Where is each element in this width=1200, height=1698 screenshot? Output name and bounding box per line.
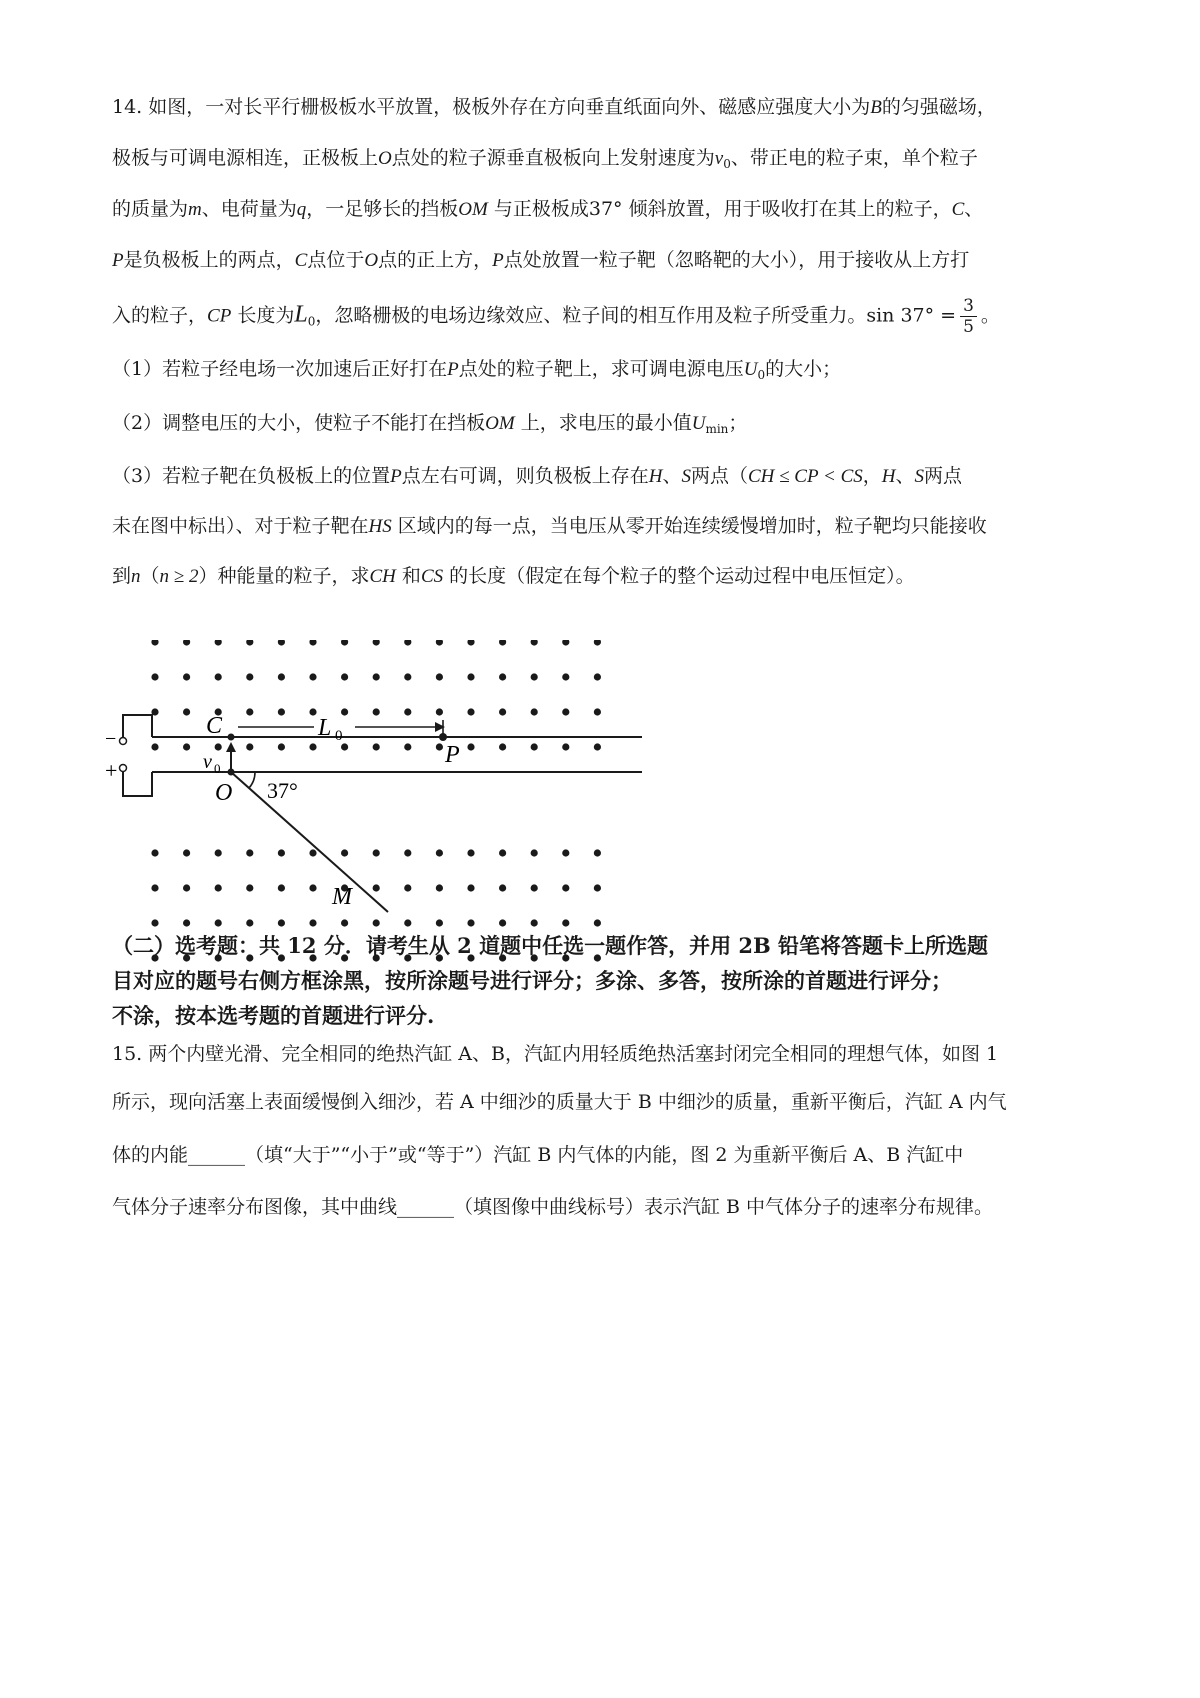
field-dot	[562, 743, 569, 750]
field-dot	[215, 673, 222, 680]
field-dot	[183, 708, 190, 715]
label-minus: −	[105, 728, 117, 750]
symbol: HS	[368, 516, 392, 537]
symbol: P	[447, 359, 459, 380]
text: 、带正电的粒子束，单个粒子	[730, 147, 978, 169]
text: 的长度（假定在每个粒子的整个运动过程中电压恒定）。	[443, 565, 915, 587]
negative-plate	[120, 715, 643, 745]
text: 和	[395, 565, 421, 587]
field-dot	[215, 919, 222, 926]
field-dot	[278, 849, 285, 856]
inequality: CH ≤ CP < CS	[747, 466, 863, 487]
field-dot	[309, 849, 316, 856]
field-dot	[499, 673, 506, 680]
symbol: P	[112, 250, 124, 271]
field-dot	[531, 919, 538, 926]
q14-line-1	[112, 92, 1102, 123]
label-o: O	[215, 780, 233, 806]
field-dot	[278, 884, 285, 891]
text: 、	[964, 198, 984, 220]
label-l-subscript: 0	[335, 728, 343, 744]
label-c: C	[206, 713, 223, 739]
field-dot	[562, 919, 569, 926]
symbol: C	[951, 199, 965, 220]
symbol: v	[714, 148, 724, 169]
field-dot	[309, 743, 316, 750]
text: 区域内的每一点，当电压从零开始连续缓慢增加时，粒子靶均只能接收	[391, 515, 987, 537]
label-m: M	[332, 884, 352, 910]
symbol: OM	[458, 199, 488, 220]
text: 是负极板上的两点，	[123, 249, 295, 271]
field-dot	[341, 708, 348, 715]
text: ；	[728, 412, 748, 434]
text: 两点	[924, 465, 963, 487]
q14-part-2	[112, 408, 1102, 444]
field-dot	[151, 849, 158, 856]
field-dot	[594, 884, 601, 891]
q15-line-4: 气体分子速率分布图像，其中曲线______（填图像中曲线标号）表示汽缸 B 中气体分子的速率分布规律。	[112, 1196, 994, 1218]
field-dot	[404, 708, 411, 715]
field-dot	[278, 673, 285, 680]
field-dot	[562, 849, 569, 856]
point-c	[228, 734, 235, 741]
field-dot	[531, 743, 538, 750]
field-dot	[309, 919, 316, 926]
symbol: CH	[369, 566, 396, 587]
field-dot	[373, 743, 380, 750]
text: 极板与可调电源相连，正极板上	[112, 147, 379, 169]
label-l: L	[318, 715, 332, 741]
field-dot	[215, 849, 222, 856]
field-dot	[246, 708, 253, 715]
symbol: m	[188, 199, 202, 220]
text: 、	[662, 465, 682, 487]
field-dot	[183, 919, 190, 926]
field-dot	[183, 884, 190, 891]
field-dot	[467, 673, 474, 680]
field-dot	[499, 708, 506, 715]
text: 未在图中标出）、对于粒子靶在	[112, 515, 369, 537]
field-dot	[531, 673, 538, 680]
symbol: P	[390, 466, 402, 487]
field-dot	[436, 673, 443, 680]
text: 两点（	[690, 465, 748, 487]
field-dot	[278, 743, 285, 750]
section-2-line-2: 目对应的题号右侧方框涂黑，按所涂题号进行评分；多涂、多答，按所涂的首题进行评分；	[112, 968, 952, 993]
field-dot	[499, 640, 506, 646]
text: 点处放置一粒子靶（忽略靶的大小），用于接收从上方打	[503, 249, 970, 271]
field-dot	[246, 919, 253, 926]
field-dot	[436, 708, 443, 715]
field-dot	[341, 640, 348, 646]
text: 、	[895, 465, 915, 487]
field-dot	[404, 673, 411, 680]
text: （3）若粒子靶在负极板上的位置	[112, 465, 391, 487]
subscript: 0	[307, 314, 316, 329]
field-dot	[309, 884, 316, 891]
symbol: CS	[420, 566, 444, 587]
field-dot	[373, 919, 380, 926]
field-dot	[404, 919, 411, 926]
symbol: OM	[485, 413, 515, 434]
field-dot	[467, 849, 474, 856]
text: 的大小；	[765, 358, 842, 380]
field-dot	[183, 640, 190, 646]
field-dot	[404, 849, 411, 856]
text: 点的正上方，	[378, 249, 493, 271]
subscript: 0	[723, 157, 731, 171]
field-dot	[373, 708, 380, 715]
text: 的质量为	[112, 198, 189, 220]
text: 与正极板成37° 倾斜放置，用于吸收打在其上的粒子，	[487, 198, 952, 220]
symbol: L	[294, 301, 308, 328]
field-dot	[151, 640, 158, 646]
field-dot	[404, 640, 411, 646]
field-dot	[594, 673, 601, 680]
field-dot	[151, 884, 158, 891]
point-o	[228, 769, 235, 776]
angle-arc	[249, 772, 255, 788]
field-dot	[246, 673, 253, 680]
field-dot	[436, 919, 443, 926]
field-dot	[562, 673, 569, 680]
field-dot	[341, 919, 348, 926]
q14-part-3-line-2	[112, 511, 1102, 542]
text: （2）调整电压的大小，使粒子不能打在挡板	[112, 412, 486, 434]
field-dot	[531, 708, 538, 715]
field-dot	[151, 919, 158, 926]
field-dot	[531, 640, 538, 646]
baffle-line-om	[231, 772, 388, 912]
field-dot	[436, 640, 443, 646]
symbol: H	[881, 466, 896, 487]
field-dot	[373, 849, 380, 856]
field-dot	[309, 640, 316, 646]
symbol: n	[131, 566, 141, 587]
text: 到	[112, 565, 132, 587]
field-dot	[246, 884, 253, 891]
text: 。	[980, 304, 1000, 327]
field-dot	[309, 708, 316, 715]
text: 点左右可调，则负极板上存在	[401, 465, 649, 487]
field-dot	[246, 743, 253, 750]
field-dot	[499, 849, 506, 856]
q14-line-3	[112, 194, 1102, 225]
text: ，忽略栅极的电场边缘效应、粒子间的相互作用及粒子所受重力。sin 37° =	[315, 304, 957, 327]
symbol: O	[378, 148, 392, 169]
field-dot	[341, 849, 348, 856]
field-dot	[499, 884, 506, 891]
symbol: C	[294, 250, 308, 271]
field-dot	[404, 884, 411, 891]
field-dot	[594, 708, 601, 715]
text: （1）若粒子经电场一次加速后正好打在	[112, 358, 448, 380]
field-dot	[341, 743, 348, 750]
fraction-denominator: 5	[963, 317, 974, 337]
text: （	[140, 565, 160, 587]
label-v: v	[203, 751, 212, 773]
text: 14. 如图，一对长平行栅极板水平放置，极板外存在方向垂直纸面向外、磁感应强度大小为	[112, 96, 871, 118]
field-dot	[246, 640, 253, 646]
symbol: B	[870, 97, 882, 118]
symbol: q	[296, 199, 307, 220]
field-dot	[341, 673, 348, 680]
field-dot	[436, 884, 443, 891]
field-dot	[373, 640, 380, 646]
text: ，一足够长的挡板	[306, 198, 459, 220]
text: 点处的粒子靶上，求可调电源电压	[458, 358, 744, 380]
text: 、电荷量为	[201, 198, 297, 220]
q15-line-1: 15. 两个内壁光滑、完全相同的绝热汽缸 A、B，汽缸内用轻质绝热活塞封闭完全相同的理想气体，如图 1	[112, 1043, 999, 1065]
field-dot	[467, 884, 474, 891]
symbol: S	[681, 466, 691, 487]
field-dot	[373, 673, 380, 680]
field-dot	[436, 743, 443, 750]
field-dot	[562, 708, 569, 715]
field-dot	[594, 919, 601, 926]
fraction-numerator: 3	[960, 296, 977, 317]
field-dot	[278, 919, 285, 926]
symbol: CP	[207, 305, 232, 327]
field-dot	[151, 743, 158, 750]
field-dot	[562, 640, 569, 646]
subscript: 0	[757, 368, 766, 382]
field-dot	[215, 640, 222, 646]
field-dot	[183, 743, 190, 750]
text: 上，求电压的最小值	[514, 412, 692, 434]
q14-line-4	[112, 245, 1102, 276]
text: 的匀强磁场，	[881, 96, 996, 118]
field-dot	[183, 849, 190, 856]
field-dot	[467, 708, 474, 715]
q15-line-3: 体的内能______（填“大于”“小于”或“等于”）汽缸 B 内气体的内能，图 2 为重新平衡后 A、B 汽缸中	[112, 1144, 964, 1166]
field-dot	[467, 743, 474, 750]
field-dot	[278, 708, 285, 715]
symbol: H	[648, 466, 663, 487]
symbol: O	[364, 250, 379, 271]
field-dot	[594, 743, 601, 750]
field-dot	[594, 849, 601, 856]
field-dot	[183, 673, 190, 680]
field-dot	[531, 849, 538, 856]
section-2-line-1: （二）选考题：共 12 分．请考生从 2 道题中任选一题作答，并用 2B 铅笔将答题卡上所选题	[112, 933, 989, 958]
text: 点位于	[307, 249, 365, 271]
field-dot	[278, 640, 285, 646]
point-p	[439, 733, 447, 741]
field-dot	[467, 919, 474, 926]
text: 点处的粒子源垂直极板向上发射速度为	[391, 147, 715, 169]
field-dot	[246, 849, 253, 856]
field-dot	[373, 884, 380, 891]
field-dot	[215, 743, 222, 750]
q14-line-5	[112, 296, 1102, 337]
field-dot	[215, 884, 222, 891]
q14-part-3-line-1	[112, 461, 1102, 492]
field-dot	[531, 884, 538, 891]
text: 入的粒子，	[112, 304, 208, 327]
field-dot	[594, 640, 601, 646]
q14-part-3-line-3	[112, 561, 1102, 592]
subscript: min	[705, 422, 729, 436]
field-dot	[562, 884, 569, 891]
field-dot	[404, 743, 411, 750]
label-plus: +	[105, 758, 118, 783]
field-dot	[499, 743, 506, 750]
condition: n ≥ 2	[159, 566, 199, 587]
q14-part-1	[112, 354, 1102, 390]
symbol: S	[914, 466, 925, 487]
q14-line-2	[112, 143, 1102, 179]
field-dot	[436, 849, 443, 856]
fraction	[960, 296, 977, 337]
symbol: P	[492, 250, 504, 271]
q15-line-2: 所示，现向活塞上表面缓慢倒入细沙，若 A 中细沙的质量大于 B 中细沙的质量，重新平衡后，汽缸 A 内气	[112, 1091, 1007, 1113]
text: ）种能量的粒子，求	[198, 565, 370, 587]
symbol: U	[691, 413, 706, 434]
symbol: U	[743, 359, 758, 380]
section-2-line-3: 不涂，按本选考题的首题进行评分.	[112, 1003, 435, 1028]
text: 长度为	[231, 304, 295, 327]
field-dot	[499, 919, 506, 926]
field-dot	[151, 673, 158, 680]
positive-plate	[120, 765, 643, 797]
field-dot	[309, 673, 316, 680]
label-angle: 37°	[267, 778, 298, 803]
field-dot	[467, 640, 474, 646]
text: ，	[862, 465, 882, 487]
label-v-subscript: 0	[214, 761, 221, 776]
label-p: P	[445, 742, 460, 768]
